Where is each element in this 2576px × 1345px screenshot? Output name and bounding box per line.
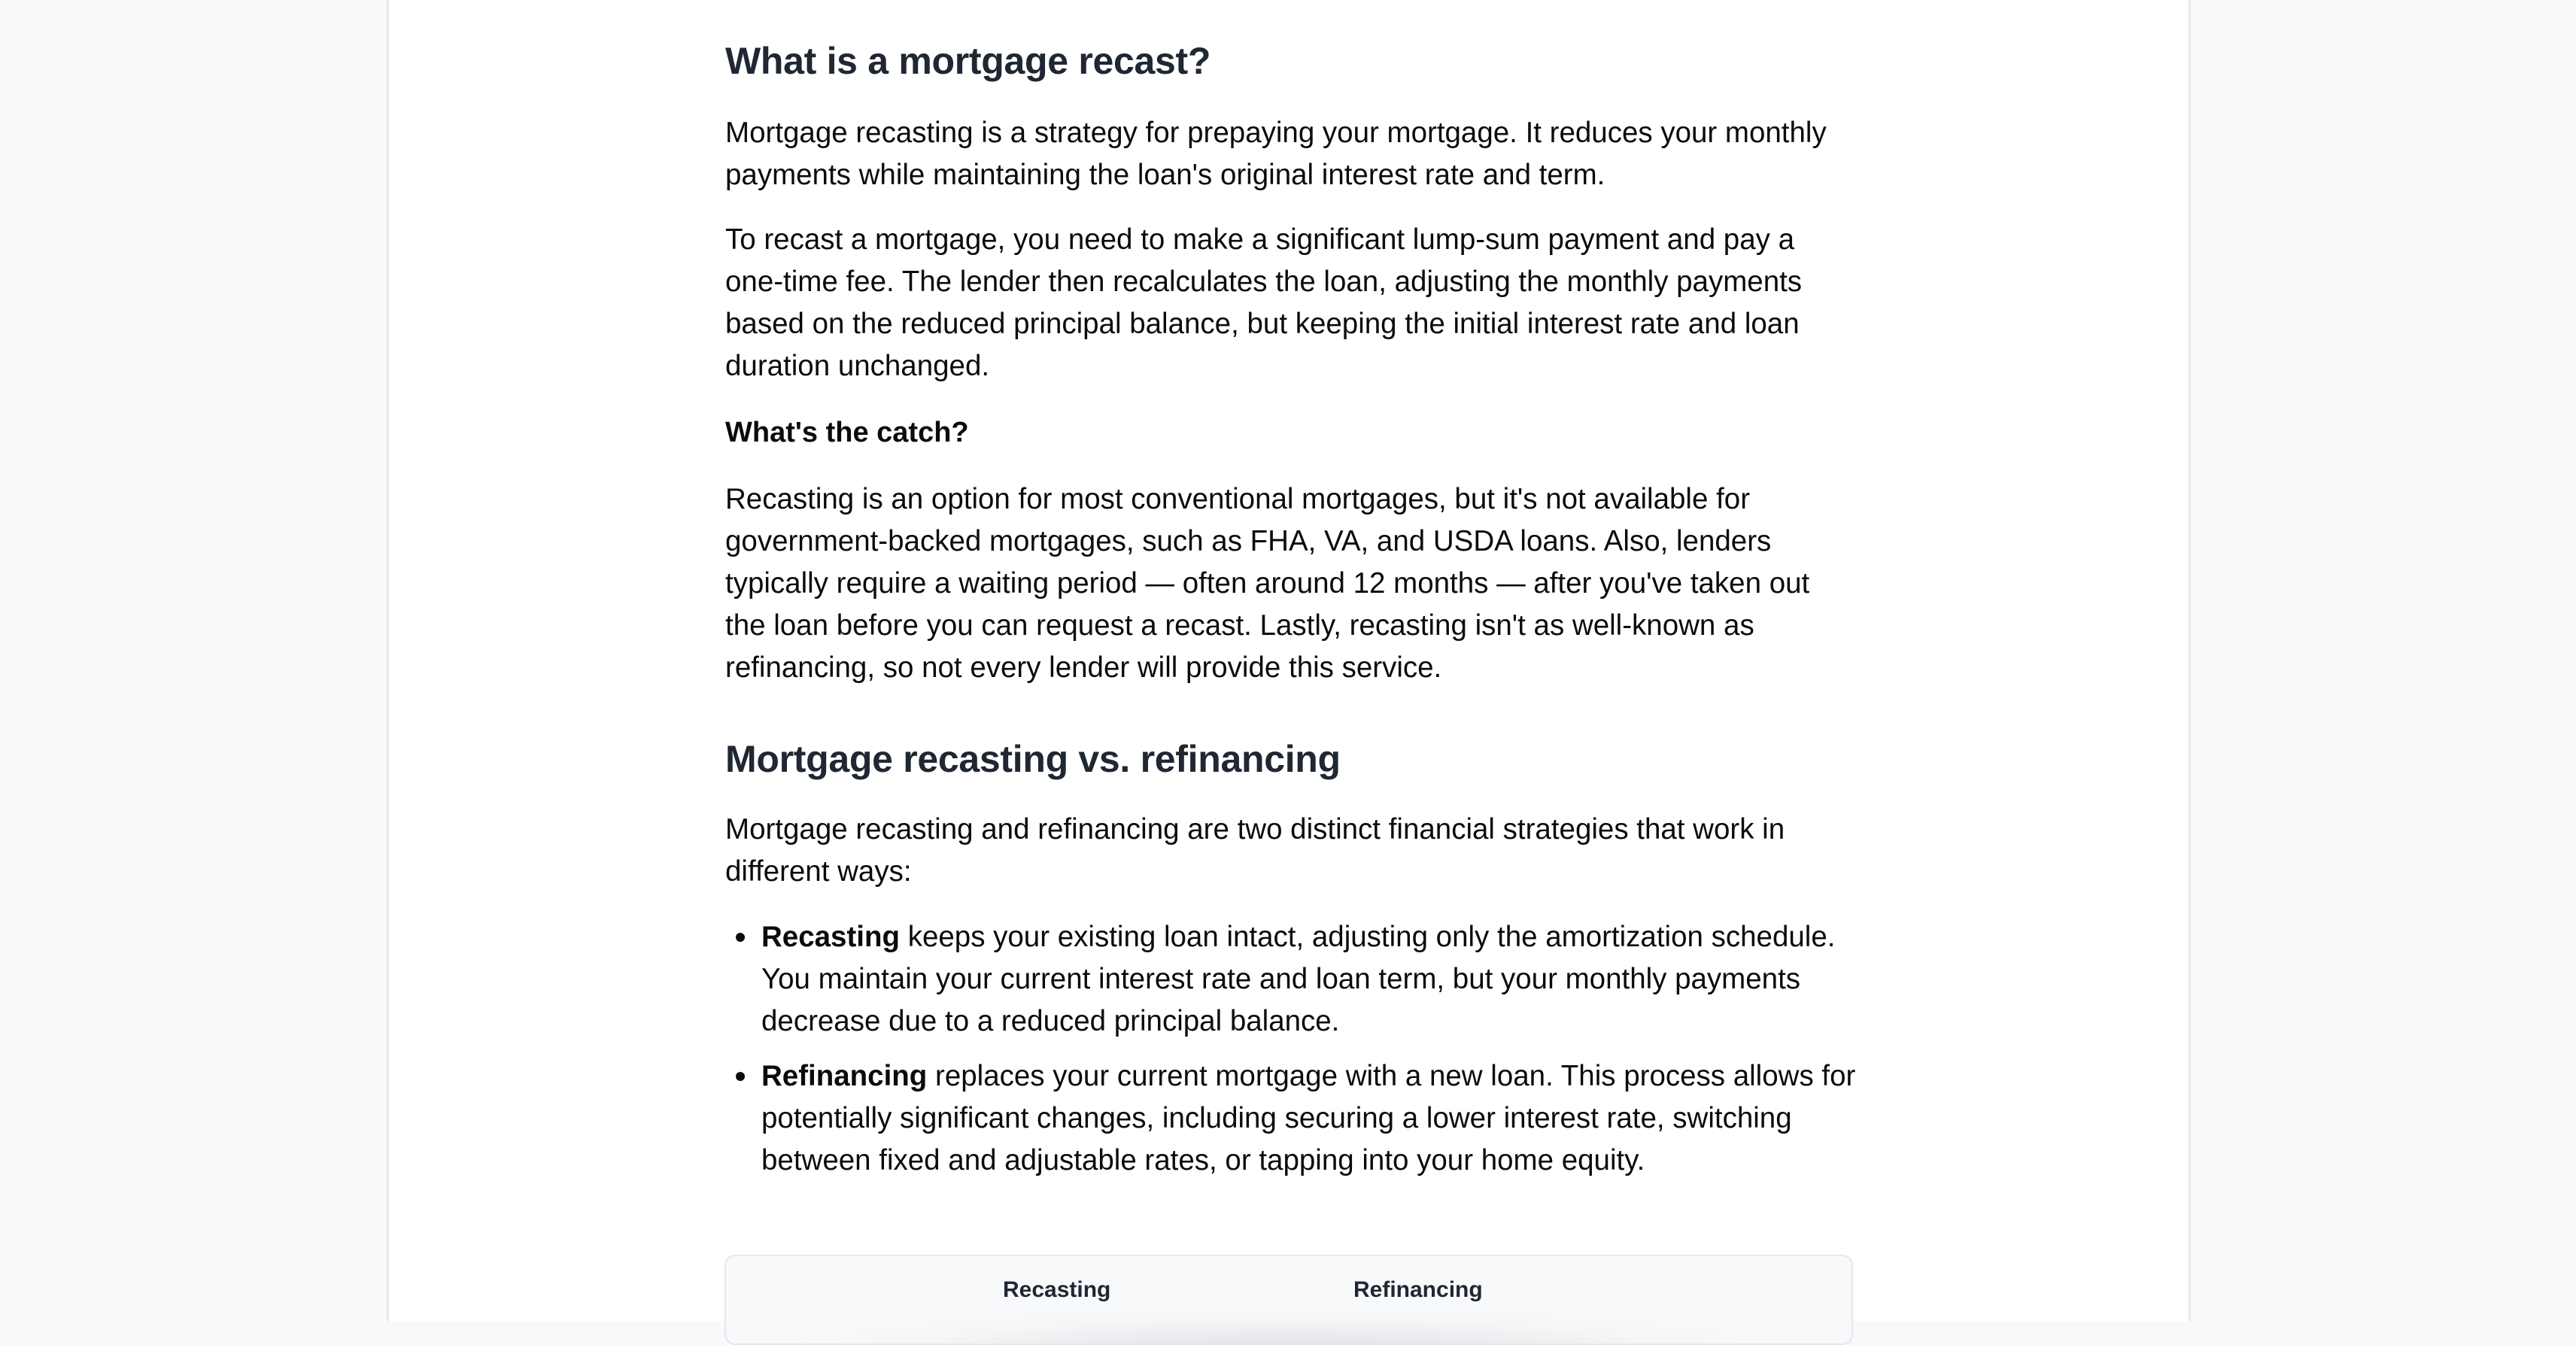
section-heading-mortgage-recast: What is a mortgage recast? — [725, 40, 1211, 82]
paragraph-comparison-intro: Mortgage recasting and refinancing are two distinct financial strategies that work in different ways: — [725, 813, 1785, 888]
list-item-recasting — [725, 916, 1869, 1043]
section-heading-recasting-vs-refinancing: Mortgage recasting vs. refinancing — [725, 738, 1341, 780]
table-header-refinancing: Refinancing — [1353, 1277, 1483, 1302]
term-refinancing: Refinancing — [761, 1060, 928, 1092]
bullet-icon — [736, 933, 745, 942]
table-header-shadow — [786, 1309, 1791, 1345]
bullet-icon — [736, 1072, 745, 1081]
paragraph-recast-process: To recast a mortgage, you need to make a significant lump-sum payment and pay a one-time fee. The lender then recalculates the loan, adjusting the monthly payments based on the reduced principal balance, but keeping the initial interest rate and loan duration unchanged. — [725, 223, 1803, 382]
description-refinancing: replaces your current mortgage with a new loan. This process allows for potentially significant changes, including securing a lower interest rate, switching between fixed and adjustable rates, or tapping into your home equity. — [761, 1060, 1856, 1176]
table-header-recasting: Recasting — [1003, 1277, 1111, 1302]
comparison-table — [724, 1255, 1853, 1345]
term-recasting: Recasting — [761, 921, 901, 953]
description-recasting: keeps your existing loan intact, adjusting only the amortization schedule. You maintain your current interest rate and loan term, but your monthly payments decrease due to a reduced principal balance. — [761, 921, 1836, 1037]
paragraph-catch: Recasting is an option for most conventional mortgages, but it's not available for government-backed mortgages, such as FHA, VA, and USDA loans. Also, lenders typically require a waiting period — often around 12 months — after you've taken out the loan before you can request a recast. Lastly, recasting isn't as well-known as refinancing, so not every lender will provide this service. — [725, 483, 1810, 684]
subheading-catch: What's the catch? — [725, 417, 969, 448]
list-item-refinancing — [725, 1055, 1869, 1182]
comparison-list — [725, 916, 1869, 1182]
paragraph-recast-definition: Mortgage recasting is a strategy for prepaying your mortgage. It reduces your monthly payments while maintaining the loan's original interest rate and term. — [725, 117, 1827, 191]
